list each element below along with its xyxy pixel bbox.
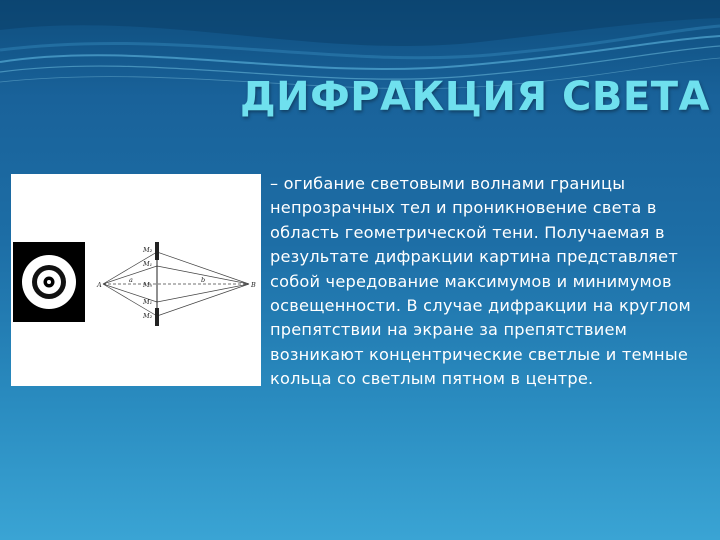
obstacle-top xyxy=(155,242,159,260)
diffraction-diagram xyxy=(11,174,261,386)
label-m0: M₀ xyxy=(143,281,153,289)
label-dist-b: b xyxy=(201,276,206,284)
label-m2-top: M₂ xyxy=(143,246,153,254)
slide-body-text: – огибание световыми волнами границы непрозрачных тел и проникновение света в область геометрической тени. Получаемая в результате дифракции картина представляет собой чередование максимумов и минимумов освещенности. В случае дифракции на круглом препятствии на экране за препятствием возникают концентрические светлые и темные кольца со светлым пятном в центре. xyxy=(270,174,691,389)
label-screen-point: B xyxy=(251,281,256,289)
obstacle-bottom xyxy=(155,308,159,326)
label-m1-bottom: M₁ xyxy=(143,298,153,306)
label-dist-a: a xyxy=(129,276,133,284)
label-m2-bottom: M₂ xyxy=(143,312,153,320)
slide-title: ДИФРАКЦИЯ СВЕТА xyxy=(240,74,710,120)
bright-center-spot xyxy=(47,280,51,284)
label-source: A xyxy=(97,281,102,289)
ray-lines xyxy=(103,252,249,316)
diffraction-figure xyxy=(11,174,261,386)
label-m1-top: M₁ xyxy=(143,260,153,268)
